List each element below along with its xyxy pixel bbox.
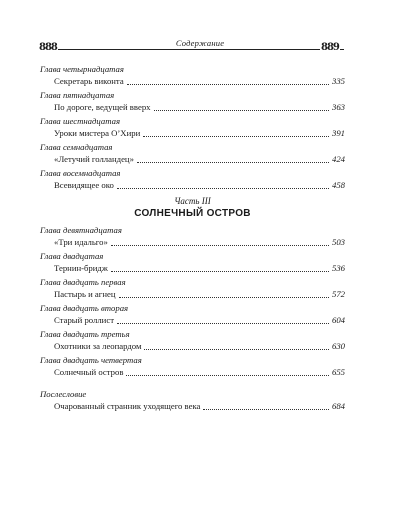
page-number: 572: [331, 289, 345, 299]
chapter-title: Охотники за леопардом: [54, 341, 142, 351]
chapter-label: Глава девятнадцатая: [40, 225, 122, 235]
chapter-label: Глава двадцать четвертая: [40, 355, 142, 365]
chapter-title: «Три идальго»: [54, 237, 108, 247]
page-number: 335: [331, 76, 345, 86]
dot-leader: [111, 244, 329, 246]
part-title: СОЛНЕЧНЫЙ ОСТРОВ: [134, 208, 251, 219]
chapter-label: Глава шестнадцатая: [40, 116, 120, 126]
toc-entry[interactable]: [40, 366, 345, 378]
page-number: 604: [331, 315, 345, 325]
chapter-label: Глава восемнадцатая: [40, 168, 121, 178]
dot-leader: [203, 408, 329, 410]
toc-entry[interactable]: [40, 127, 345, 139]
page-number: 391: [331, 128, 345, 138]
toc-entry[interactable]: [40, 314, 345, 326]
chapter-label: Глава двадцать вторая: [40, 303, 129, 313]
toc-entry[interactable]: [40, 153, 345, 165]
chapter-label: Глава двадцатая: [40, 251, 104, 261]
page-number: 458: [331, 180, 345, 190]
page-number: 630: [331, 341, 345, 351]
toc-entry[interactable]: [40, 101, 345, 113]
dot-leader: [154, 109, 329, 111]
chapter-title: Солнечный остров: [54, 367, 124, 377]
dot-leader: [111, 270, 329, 272]
page-number: 424: [331, 154, 345, 164]
chapter-title: Уроки мистера О’Хири: [54, 128, 141, 138]
toc-entry[interactable]: [40, 288, 345, 300]
dot-leader: [119, 296, 329, 298]
chapter-label: Глава пятнадцатая: [40, 90, 115, 100]
page-number-right: 889: [321, 42, 339, 53]
chapter-label: Глава семнадцатая: [40, 142, 113, 152]
dot-leader: [127, 83, 329, 85]
toc-entry[interactable]: [40, 340, 345, 352]
chapter-label: Глава двадцать третья: [40, 329, 130, 339]
dot-leader: [143, 135, 329, 137]
part-label: Часть III: [174, 196, 211, 206]
toc-entry[interactable]: [40, 179, 345, 191]
chapter-title: «Летучий голландец»: [54, 154, 134, 164]
page-number: 655: [331, 367, 345, 377]
chapter-title: Тернин-бридж: [54, 263, 108, 273]
chapter-title: Секретарь виконта: [54, 76, 124, 86]
toc-entry[interactable]: [40, 400, 345, 412]
page-number: 503: [331, 237, 345, 247]
afterword-title: Очарованный странник уходящего века: [54, 401, 201, 411]
chapter-label: Глава двадцать первая: [40, 277, 126, 287]
toc-entry[interactable]: [40, 262, 345, 274]
header-rule: [40, 49, 344, 50]
page-number-left: 888: [39, 42, 57, 53]
afterword-label: Послесловие: [40, 389, 87, 399]
chapter-title: По дороге, ведущей вверх: [54, 102, 151, 112]
dot-leader: [117, 187, 329, 189]
toc-entry[interactable]: [40, 236, 345, 248]
toc-entry[interactable]: [40, 75, 345, 87]
dot-leader: [137, 161, 329, 163]
page-number: 684: [331, 401, 345, 411]
dot-leader: [126, 374, 329, 376]
chapter-label: Глава четырнадцатая: [40, 64, 124, 74]
running-title: Содержание: [175, 38, 225, 48]
dot-leader: [144, 348, 328, 350]
table-of-contents: [40, 63, 345, 412]
page-number: 363: [331, 102, 345, 112]
page-number: 536: [331, 263, 345, 273]
chapter-title: Пастырь и агнец: [54, 289, 116, 299]
chapter-title: Всевидящее око: [54, 180, 114, 190]
chapter-title: Старый роллист: [54, 315, 114, 325]
dot-leader: [117, 322, 329, 324]
